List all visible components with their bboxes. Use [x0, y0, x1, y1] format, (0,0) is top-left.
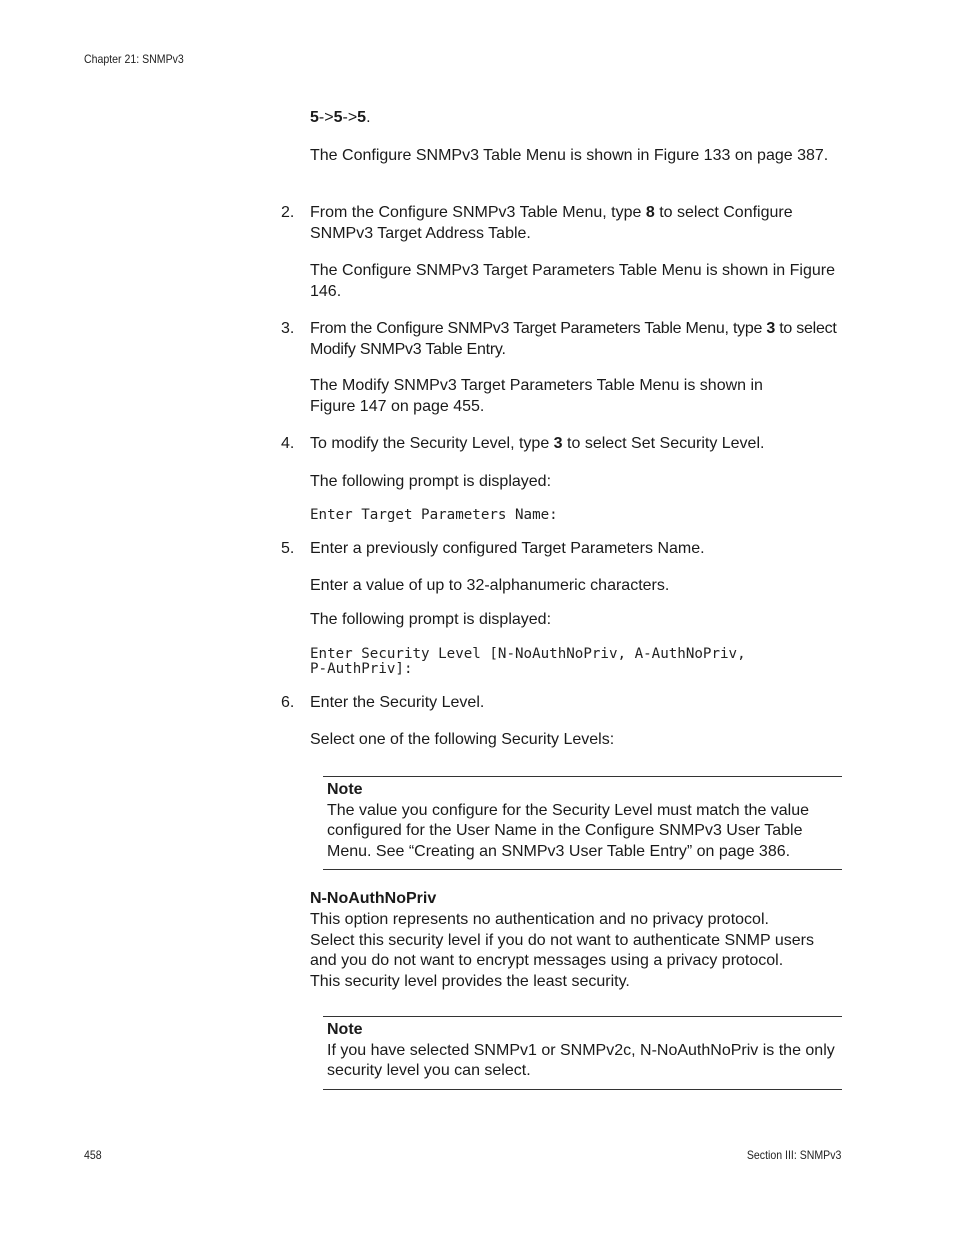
running-footer: Section III: SNMPv3: [746, 1148, 841, 1162]
step-4-post: to select Set Security Level.: [562, 435, 765, 452]
step-2-number: 2.: [281, 204, 295, 221]
step-4-text: [310, 434, 845, 455]
path-end: .: [366, 109, 371, 126]
step-4-number: 4.: [281, 435, 295, 452]
step-5-text: Enter a previously configured Target Parameters Name.: [310, 540, 705, 557]
note-title: Note: [327, 781, 363, 798]
step-2-follow: The Configure SNMPv3 Target Parameters Table Menu is shown in Figure 146.: [310, 262, 835, 300]
step-4-key: 3: [553, 435, 563, 452]
step-2-key: 8: [645, 204, 655, 221]
path-key-2: 5: [333, 109, 343, 126]
option-description: This option represents no authentication and no privacy protocol. Select this security level if you do not want to authenticate SNMP users and you do not want to encrypt messages using a privacy protocol. This security level provides the least security.: [310, 911, 814, 990]
option-heading: N-NoAuthNoPriv: [310, 890, 437, 907]
step-3-pre: From the Configure SNMPv3 Target Parameters Table Menu, type: [310, 320, 767, 337]
step-2-post: to select Configure SNMPv3 Target Address Table.: [310, 204, 793, 242]
step-3-number: 3.: [281, 320, 295, 337]
paragraph-table-menu: The Configure SNMPv3 Table Menu is shown in Figure 133 on page 387.: [310, 147, 829, 164]
prompt-target-parameters: Enter Target Parameters Name:: [310, 507, 558, 523]
step-6-follow: Select one of the following Security Levels:: [310, 731, 615, 748]
note-text: If you have selected SNMPv1 or SNMPv2c, N-NoAuthNoPriv is the only security level you can select.: [327, 1041, 835, 1079]
prompt-security-level: Enter Security Level [N-NoAuthNoPriv, A-AuthNoPriv, P-AuthPriv]:: [310, 646, 746, 677]
step-5-follow-1: Enter a value of up to 32-alphanumeric characters.: [310, 577, 670, 594]
step-4-follow: The following prompt is displayed:: [310, 473, 552, 490]
step-3-text: [310, 319, 850, 360]
step-2-pre: From the Configure SNMPv3 Table Menu, type: [310, 204, 646, 221]
step-4-pre: To modify the Security Level, type: [310, 435, 554, 452]
step-2-text: [310, 203, 845, 244]
note-box-snmpv1: [323, 1016, 842, 1090]
step-5-follow-2: The following prompt is displayed:: [310, 611, 552, 628]
path-key-3: 5: [357, 109, 367, 126]
note-title: Note: [327, 1021, 363, 1038]
path-sep-2: ->: [342, 109, 358, 126]
step-6-text: Enter the Security Level.: [310, 694, 485, 711]
step-3-follow: The Modify SNMPv3 Target Parameters Table Menu is shown in Figure 147 on page 455.: [310, 377, 763, 415]
path-key-1: 5: [310, 109, 319, 126]
step-6-number: 6.: [281, 694, 295, 711]
step-5-number: 5.: [281, 540, 295, 557]
note-text: The value you configure for the Security Level must match the value configured for the User Name in the Configure SNMPv3 User Table Menu. See “Creating an SNMPv3 User Table Entry” on page 386.: [327, 801, 810, 860]
note-box-security-level: [323, 776, 842, 870]
page-number: 458: [84, 1148, 102, 1162]
menu-path: [310, 108, 845, 129]
step-3-key: 3: [766, 320, 776, 337]
running-header: Chapter 21: SNMPv3: [84, 52, 184, 66]
step-3-post: to select Modify SNMPv3 Table Entry.: [310, 320, 837, 358]
path-sep-1: ->: [318, 109, 334, 126]
